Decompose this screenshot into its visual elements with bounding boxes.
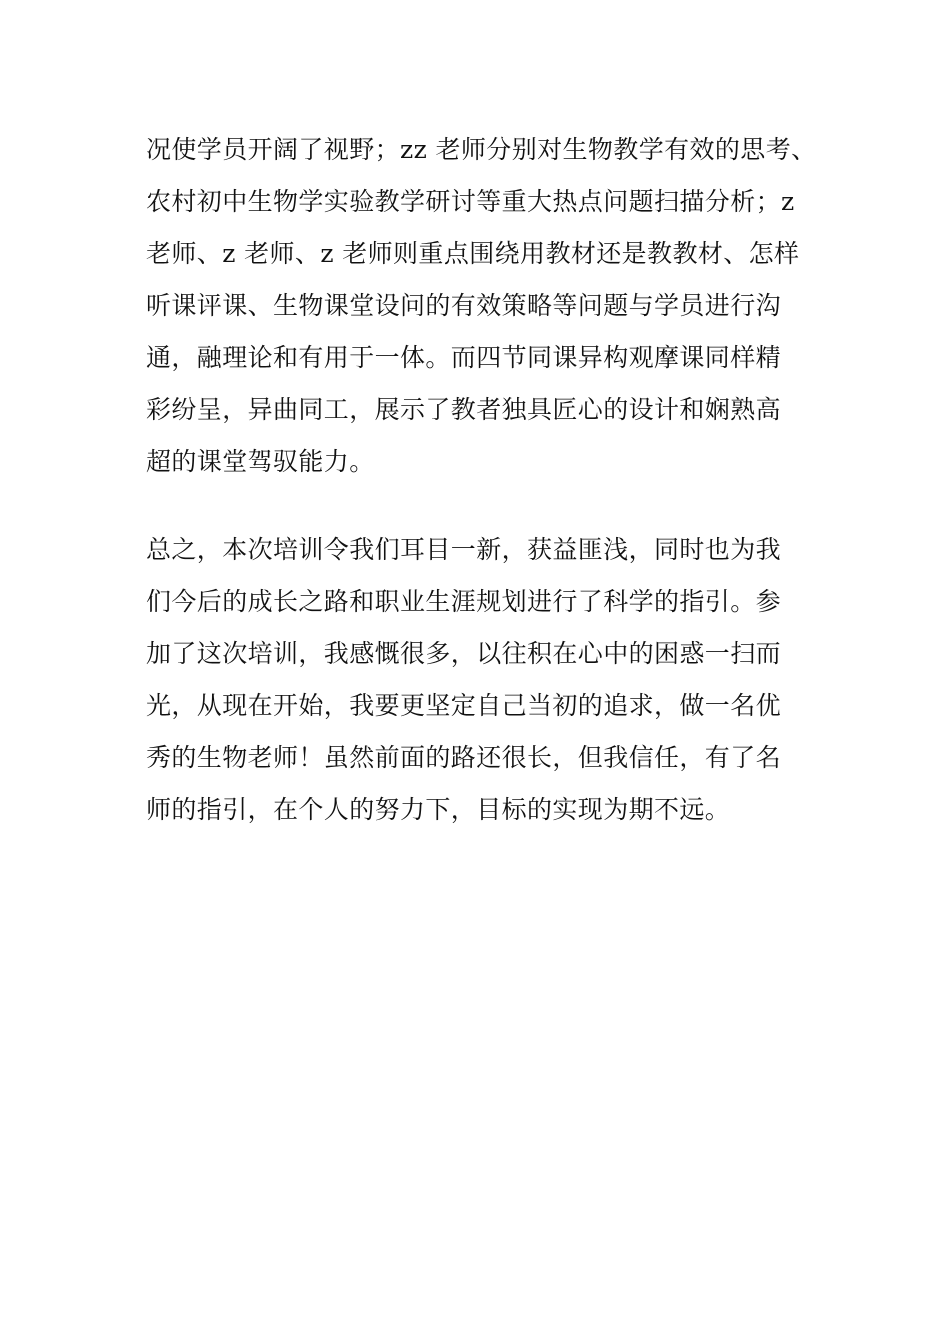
text-line: 们今后的成长之路和职业生涯规划进行了科学的指引。参 <box>146 587 782 616</box>
text-line: 农村初中生物学实验教学研讨等重大热点问题扫描分析；z <box>146 187 795 216</box>
body-paragraph-1 <box>146 124 846 488</box>
text-line: 彩纷呈，异曲同工，展示了教者独具匠心的设计和娴熟高 <box>146 395 782 424</box>
text-line: 总之，本次培训令我们耳目一新，获益匪浅，同时也为我 <box>146 535 782 564</box>
text-line: 听课评课、生物课堂设问的有效策略等问题与学员进行沟 <box>146 291 782 320</box>
text-line: 老师、z 老师、z 老师则重点围绕用教材还是教教材、怎样 <box>146 239 800 268</box>
text-line: 师的指引，在个人的努力下，目标的实现为期不远。 <box>146 795 731 824</box>
text-line: 光，从现在开始，我要更坚定自己当初的追求，做一名优 <box>146 691 782 720</box>
text-line: 秀的生物老师！虽然前面的路还很长，但我信任，有了名 <box>146 743 782 772</box>
text-line: 通，融理论和有用于一体。而四节同课异构观摩课同样精 <box>146 343 782 372</box>
body-paragraph-2 <box>146 524 846 836</box>
text-line: 加了这次培训，我感慨很多，以往积在心中的困惑一扫而 <box>146 639 782 668</box>
text-line: 况使学员开阔了视野；zz 老师分别对生物教学有效的思考、 <box>146 135 817 164</box>
text-line: 超的课堂驾驭能力。 <box>146 447 375 476</box>
